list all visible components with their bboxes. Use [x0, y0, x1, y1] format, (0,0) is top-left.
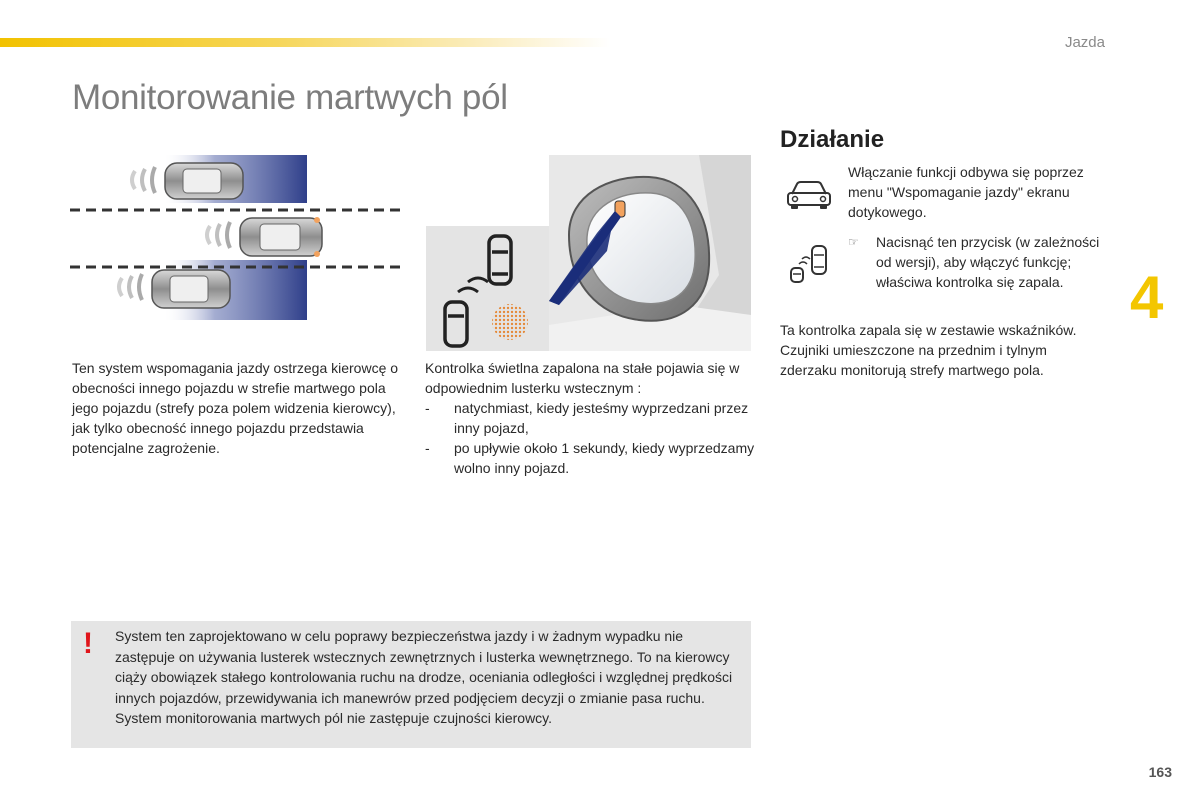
chapter-number: 4 [1130, 264, 1164, 331]
page-title: Monitorowanie martwych pól [72, 78, 508, 117]
indicator-light [492, 304, 528, 340]
blind-spot-button-icon[interactable] [788, 244, 830, 284]
side-mirror-illustration [549, 155, 751, 351]
warning-text: System ten zaprojektowano w celu poprawy bezpieczeństwa jazdy i w żadnym wypadku nie zastępuje on używania lusterek wstecznych zewnętrznych i lusterka wewnętrznego. To na kierowcy ciąży obowiązek stałego kontrolowania ruchu na drodze, oceniania odległości i względnej prędkości innych pojazdów, przewidywania ich manewrów przed podjęciem decyzji o zmianie pasa ruchu. System monitorowania martwych pól nie zastępuje czujności kierowcy. [115, 628, 733, 726]
section-heading: Działanie [780, 126, 885, 153]
upper-car [132, 163, 243, 199]
list-item: - po upływie około 1 sekundy, kiedy wyprzedzamy wolno inny pojazd. [425, 440, 755, 476]
warning-icon: ! [83, 627, 93, 660]
indicator-intro: Kontrolka świetlna zapalona na stałe pojawia się w odpowiednim lusterku wstecznym : [425, 360, 740, 396]
section-label: Jazda [1064, 34, 1105, 51]
warning-box [71, 621, 751, 748]
pointing-hand-icon: ☞ [848, 235, 859, 249]
own-car [207, 217, 322, 257]
indicator-description [425, 358, 755, 478]
top-accent-bar [0, 38, 610, 47]
lower-car [119, 270, 230, 308]
intro-paragraph: Ten system wspomagania jazdy ostrzega kierowcę o obecności innego pojazdu w strefie martwego pola jego pojazdu (strefy poza polem widzenia kierowcy), jak tylko obecność innego pojazdu przedstawia potencjalne zagrożenie. [72, 360, 399, 456]
activation-text: Włączanie funkcji odbywa się poprzez menu "Wspomaganie jazdy" ekranu dotykowego. [848, 164, 1084, 220]
blind-spot-zones-diagram [70, 155, 400, 320]
car-front-icon [786, 180, 832, 210]
indicator-list [425, 398, 755, 478]
button-instruction [848, 232, 1113, 292]
button-instruction-text: Nacisnąć ten przycisk (w zależności od wersji), aby włączyć funkcję; właściwa kontrolka się zapala. [876, 234, 1100, 290]
list-item: - natychmiast, kiedy jesteśmy wyprzedzani przez inny pojazd, [425, 400, 749, 436]
sensor-note: Ta kontrolka zapala się w zestawie wskaźników. Czujniki umieszczone na przednim i tylnym zderzaku monitorują strefy martwego pola. [780, 322, 1077, 378]
indicator-light-panel [426, 226, 549, 351]
page-number: 163 [1148, 764, 1172, 780]
